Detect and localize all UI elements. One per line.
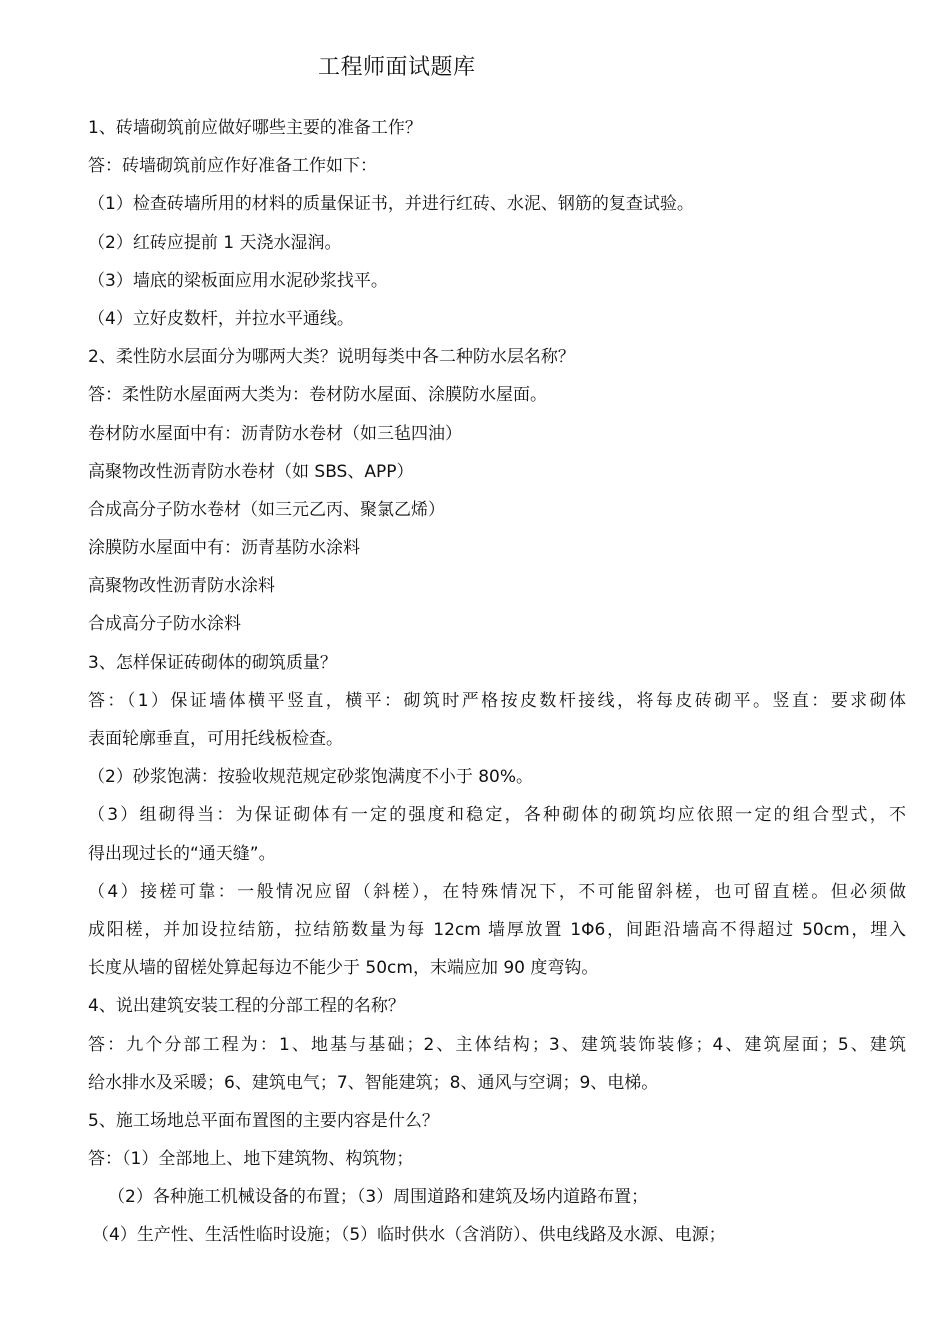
- answer-3-line-8: 长度从墙的留槎处算起每边不能少于 50cm，末端应加 90 度弯钩。: [88, 958, 599, 979]
- answer-1-item-1: （1）检查砖墙所用的材料的质量保证书，并进行红砖、水泥、钢筋的复查试验。: [88, 194, 694, 215]
- answer-3-line-4: （3）组砌得当：为保证砌体有一定的强度和稳定，各种砌体的砌筑均应依照一定的组合型式，不: [88, 805, 906, 826]
- answer-1-item-2: （2）红砖应提前 1 天浇水湿润。: [88, 232, 342, 253]
- answer-2-line-1: 卷材防水屋面中有：沥青防水卷材（如三毡四油）: [88, 423, 462, 444]
- question-2: 2、柔性防水层面分为哪两大类？说明每类中各二种防水层名称？: [88, 347, 575, 368]
- answer-2-line-2: 高聚物改性沥青防水卷材（如 SBS、APP）: [88, 461, 414, 482]
- answer-5-line-2: （2）各种施工机械设备的布置；（3）周围道路和建筑及场内道路布置；: [108, 1187, 649, 1208]
- answer-1-item-3: （3）墙底的梁板面应用水泥砂浆找平。: [88, 270, 388, 291]
- answer-1-item-4: （4）立好皮数杆，并拉水平通线。: [88, 308, 354, 329]
- answer-4-line-1: 答：九个分部工程为：1、地基与基础；2、主体结构；3、建筑装饰装修；4、建筑屋面；5、建筑: [88, 1034, 906, 1055]
- answer-2-line-6: 合成高分子防水涂料: [88, 614, 241, 635]
- document-title: 工程师面试题库: [318, 55, 476, 80]
- question-4: 4、说出建筑安装工程的分部工程的名称？: [88, 996, 405, 1017]
- answer-2-line-4: 涂膜防水屋面中有：沥青基防水涂料: [88, 538, 360, 559]
- answer-3-line-3: （2）砂浆饱满：按验收规范规定砂浆饱满度不小于 80%。: [88, 767, 534, 788]
- answer-2-line-5: 高聚物改性沥青防水涂料: [88, 576, 275, 597]
- document-body: [88, 109, 906, 1255]
- answer-3-line-1: 答：（1）保证墙体横平竖直，横平：砌筑时严格按皮数杆接线，将每皮砖砌平。竖直：要求砌体: [88, 690, 906, 711]
- answer-5-line-1: 答：（1）全部地上、地下建筑物、构筑物；: [88, 1149, 414, 1170]
- question-3: 3、怎样保证砖砌体的砌筑质量？: [88, 652, 337, 673]
- answer-5-line-3: （4）生产性、生活性临时设施；（5）临时供水（含消防）、供电线路及水源、电源；: [92, 1225, 726, 1246]
- answer-3-line-6: （4）接槎可靠：一般情况应留（斜槎），在特殊情况下，不可能留斜槎，也可留直槎。但必须做: [88, 881, 906, 902]
- answer-3-line-2: 表面轮廓垂直，可用托线板检查。: [88, 729, 343, 749]
- answer-3-line-5: 得出现过长的“通天缝”。: [88, 843, 276, 864]
- answer-2-intro: 答：柔性防水屋面两大类为：卷材防水屋面、涂膜防水屋面。: [88, 385, 547, 406]
- question-1: 1、砖墙砌筑前应做好哪些主要的准备工作？: [88, 118, 422, 138]
- answer-3-line-7: 成阳槎，并加设拉结筋，拉结筋数量为每 12cm 墙厚放置 1Φ6，间距沿墙高不得超过 50cm，埋入: [88, 919, 906, 940]
- answer-1-intro: 答：砖墙砌筑前应作好准备工作如下：: [88, 156, 377, 177]
- question-5: 5、施工场地总平面布置图的主要内容是什么？: [88, 1110, 439, 1131]
- answer-4-line-2: 给水排水及采暖；6、建筑电气；7、智能建筑；8、通风与空调；9、电梯。: [88, 1072, 659, 1093]
- answer-2-line-3: 合成高分子防水卷材（如三元乙丙、聚氯乙烯）: [88, 499, 445, 520]
